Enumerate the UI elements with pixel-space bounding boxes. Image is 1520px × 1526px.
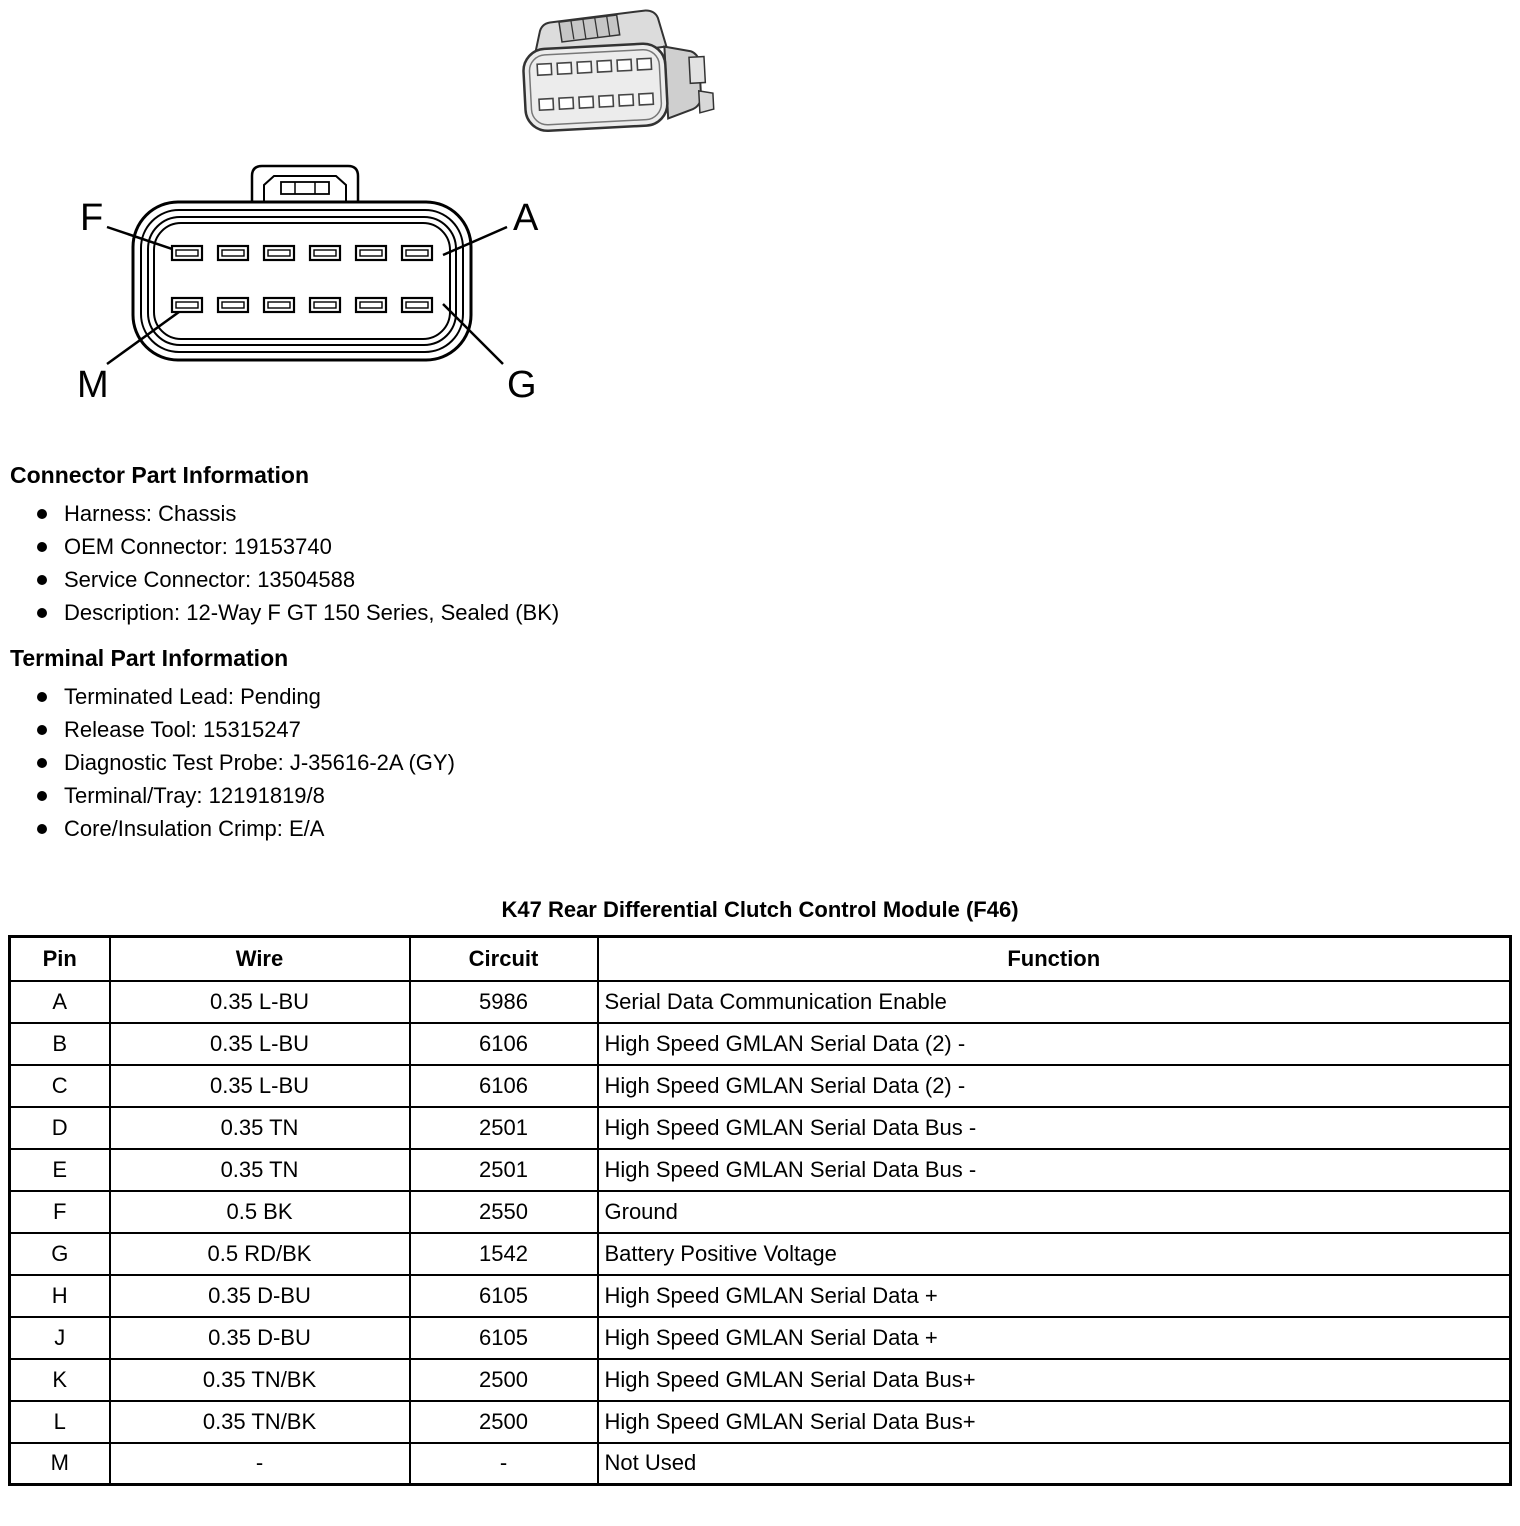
- table-row: [10, 1443, 1511, 1485]
- connector-perspective-diagram: [500, 4, 730, 154]
- cell-function: High Speed GMLAN Serial Data Bus+: [598, 1401, 1511, 1443]
- cell-circuit: 2501: [410, 1149, 598, 1191]
- cell-pin: E: [10, 1149, 110, 1191]
- cell-function: High Speed GMLAN Serial Data (2) -: [598, 1065, 1511, 1107]
- table-row: [10, 1401, 1511, 1443]
- cell-wire: 0.5 RD/BK: [110, 1233, 410, 1275]
- side-tab: [699, 90, 714, 113]
- list-item-text: Diagnostic Test Probe: J-35616-2A (GY): [64, 750, 455, 775]
- pin-label-f: F: [80, 197, 104, 239]
- cell-function: High Speed GMLAN Serial Data +: [598, 1275, 1511, 1317]
- list-item: [64, 713, 1520, 746]
- pin-label-a: A: [513, 197, 539, 239]
- table-row: [10, 1191, 1511, 1233]
- table-row: [10, 981, 1511, 1023]
- cell-function: High Speed GMLAN Serial Data Bus -: [598, 1107, 1511, 1149]
- list-item-text: Terminal/Tray: 12191819/8: [64, 783, 325, 808]
- table-row: [10, 1149, 1511, 1191]
- col-header-circuit: Circuit: [410, 937, 598, 981]
- cell-pin: G: [10, 1233, 110, 1275]
- table-row: [10, 1233, 1511, 1275]
- side-latch: [689, 57, 705, 84]
- cell-function: High Speed GMLAN Serial Data +: [598, 1317, 1511, 1359]
- cell-wire: 0.35 TN/BK: [110, 1401, 410, 1443]
- cell-circuit: 6106: [410, 1065, 598, 1107]
- list-item: [64, 530, 1520, 563]
- cell-wire: 0.35 TN/BK: [110, 1359, 410, 1401]
- table-title: K47 Rear Differential Clutch Control Module (F46): [501, 897, 1019, 922]
- list-item-text: Core/Insulation Crimp: E/A: [64, 816, 325, 841]
- cell-circuit: 2501: [410, 1107, 598, 1149]
- col-header-wire: Wire: [110, 937, 410, 981]
- cell-wire: 0.5 BK: [110, 1191, 410, 1233]
- cell-circuit: -: [410, 1443, 598, 1485]
- list-item-text: Terminated Lead: Pending: [64, 684, 321, 709]
- cell-wire: -: [110, 1443, 410, 1485]
- table-row: [10, 1065, 1511, 1107]
- list-item: [64, 779, 1520, 812]
- cell-pin: F: [10, 1191, 110, 1233]
- table-row: [10, 1275, 1511, 1317]
- cell-pin: H: [10, 1275, 110, 1317]
- cell-circuit: 6105: [410, 1275, 598, 1317]
- terminal-part-info-heading: Terminal Part Information: [10, 645, 289, 671]
- cell-pin: D: [10, 1107, 110, 1149]
- cell-function: Ground: [598, 1191, 1511, 1233]
- cell-wire: 0.35 D-BU: [110, 1317, 410, 1359]
- list-item: [64, 746, 1520, 779]
- cell-circuit: 2500: [410, 1401, 598, 1443]
- cell-circuit: 6105: [410, 1317, 598, 1359]
- col-header-pin: Pin: [10, 937, 110, 981]
- cell-function: Battery Positive Voltage: [598, 1233, 1511, 1275]
- cell-function: High Speed GMLAN Serial Data Bus -: [598, 1149, 1511, 1191]
- table-row: [10, 1317, 1511, 1359]
- cell-circuit: 6106: [410, 1023, 598, 1065]
- connector-part-info-heading: Connector Part Information: [10, 462, 310, 488]
- cell-pin: J: [10, 1317, 110, 1359]
- cell-pin: A: [10, 981, 110, 1023]
- list-item-text: OEM Connector: 19153740: [64, 534, 332, 559]
- cell-pin: K: [10, 1359, 110, 1401]
- table-row: [10, 1023, 1511, 1065]
- cell-wire: 0.35 L-BU: [110, 1023, 410, 1065]
- cell-function: High Speed GMLAN Serial Data Bus+: [598, 1359, 1511, 1401]
- cell-circuit: 5986: [410, 981, 598, 1023]
- pinout-table: [8, 935, 1512, 1486]
- list-item: [64, 596, 1520, 629]
- cell-function: High Speed GMLAN Serial Data (2) -: [598, 1023, 1511, 1065]
- cell-pin: L: [10, 1401, 110, 1443]
- list-item-text: Description: 12-Way F GT 150 Series, Sealed (BK): [64, 600, 560, 625]
- col-header-function: Function: [598, 937, 1511, 981]
- table-row: [10, 1359, 1511, 1401]
- cell-wire: 0.35 TN: [110, 1149, 410, 1191]
- cell-pin: M: [10, 1443, 110, 1485]
- cell-circuit: 1542: [410, 1233, 598, 1275]
- connector-outline-outer: [133, 202, 471, 360]
- pin-label-g: G: [507, 364, 537, 406]
- list-item-text: Release Tool: 15315247: [64, 717, 301, 742]
- lock-tab-outline: [252, 166, 358, 203]
- list-item-text: Harness: Chassis: [64, 501, 237, 526]
- list-item-text: Service Connector: 13504588: [64, 567, 356, 592]
- cell-wire: 0.35 TN: [110, 1107, 410, 1149]
- cell-wire: 0.35 L-BU: [110, 1065, 410, 1107]
- cell-wire: 0.35 L-BU: [110, 981, 410, 1023]
- cell-circuit: 2500: [410, 1359, 598, 1401]
- pin-label-m: M: [77, 364, 109, 406]
- table-row: [10, 1107, 1511, 1149]
- connector-face-diagram: [55, 152, 575, 412]
- terminal-part-info-list: [0, 680, 1520, 845]
- list-item: [64, 563, 1520, 596]
- table-header-row: [10, 937, 1511, 981]
- list-item: [64, 497, 1520, 530]
- cell-circuit: 2550: [410, 1191, 598, 1233]
- connector-diagram-area: [0, 0, 1520, 462]
- list-item: [64, 812, 1520, 845]
- cell-wire: 0.35 D-BU: [110, 1275, 410, 1317]
- cell-pin: C: [10, 1065, 110, 1107]
- connector-part-info-list: [0, 497, 1520, 629]
- cell-pin: B: [10, 1023, 110, 1065]
- connector-face: [522, 43, 668, 132]
- cell-function: Serial Data Communication Enable: [598, 981, 1511, 1023]
- cell-function: Not Used: [598, 1443, 1511, 1485]
- list-item: [64, 680, 1520, 713]
